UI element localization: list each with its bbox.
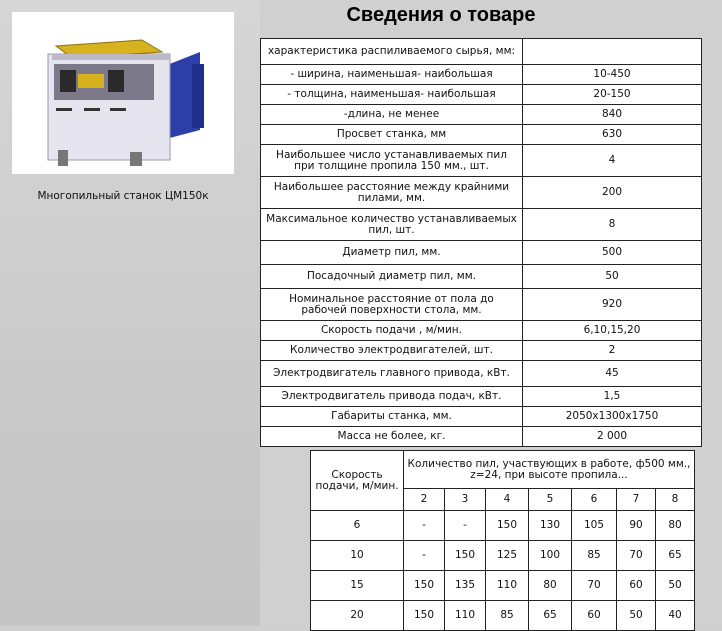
roller-left (60, 70, 76, 92)
speed-cell: - (404, 541, 445, 571)
speed-cell: 40 (656, 601, 695, 631)
spec-value: 10-450 (523, 65, 702, 85)
spec-row (261, 65, 702, 85)
speed-cell: 150 (445, 541, 486, 571)
spec-value: 4 (523, 145, 702, 177)
spec-value: 2 000 (523, 427, 702, 447)
speed-cell: 150 (404, 571, 445, 601)
saw-count-group-header: Количество пил, участвующих в работе, ф500 мм., z=24, при высоте пропила... (404, 451, 695, 489)
speed-cell: 130 (529, 511, 572, 541)
speed-header-row (311, 451, 695, 489)
spec-row (261, 241, 702, 265)
speed-cell: 50 (656, 571, 695, 601)
spec-label: Габариты станка, мм. (261, 407, 523, 427)
spec-label: характеристика распиливаемого сырья, мм: (261, 39, 523, 65)
saw-count-cell: 3 (445, 489, 486, 511)
speed-cell: - (445, 511, 486, 541)
speed-value: 20 (311, 601, 404, 631)
spec-value: 8 (523, 209, 702, 241)
speed-data-row (311, 571, 695, 601)
leg-right (130, 152, 142, 166)
speed-cell: 80 (529, 571, 572, 601)
saw-count-cell: 2 (404, 489, 445, 511)
speed-cell: 70 (617, 541, 656, 571)
spec-row (261, 39, 702, 65)
saw-count-cell: 5 (529, 489, 572, 511)
vent-2 (84, 108, 100, 111)
speed-cell: 85 (486, 601, 529, 631)
speed-value: 15 (311, 571, 404, 601)
spec-row (261, 265, 702, 289)
speed-cell: - (404, 511, 445, 541)
spec-label: Номинальное расстояние от пола до рабочей поверхности стола, мм. (261, 289, 523, 321)
spec-row (261, 209, 702, 241)
speed-table (310, 450, 695, 631)
page-title: Сведения о товаре (346, 4, 536, 26)
machine-blue-side (192, 64, 204, 128)
speed-data-row (311, 511, 695, 541)
spec-value: 2050х1300х1750 (523, 407, 702, 427)
spec-row (261, 387, 702, 407)
spec-row (261, 361, 702, 387)
spec-label: Масса не более, кг. (261, 427, 523, 447)
spec-value: 1,5 (523, 387, 702, 407)
spec-row (261, 289, 702, 321)
speed-cell: 150 (486, 511, 529, 541)
speed-cell: 80 (656, 511, 695, 541)
speed-cell: 65 (656, 541, 695, 571)
spec-label: Максимальное количество устанавливаемых пил, шт. (261, 209, 523, 241)
speed-value: 10 (311, 541, 404, 571)
spec-value: 630 (523, 125, 702, 145)
spec-label: Наибольшее число устанавливаемых пил при толщине пропила 150 мм., шт. (261, 145, 523, 177)
speed-cell: 90 (617, 511, 656, 541)
vent-3 (110, 108, 126, 111)
spec-label: - толщина, наименьшая- наибольшая (261, 85, 523, 105)
spec-label: Электродвигатель главного привода, кВт. (261, 361, 523, 387)
speed-cell: 100 (529, 541, 572, 571)
speed-cell: 70 (572, 571, 617, 601)
speed-data-row (311, 601, 695, 631)
speed-cell: 50 (617, 601, 656, 631)
speed-cell: 135 (445, 571, 486, 601)
spec-value: 20-150 (523, 85, 702, 105)
spec-row (261, 145, 702, 177)
speed-corner-header: Скорость подачи, м/мин. (311, 451, 404, 511)
spec-row (261, 407, 702, 427)
spec-label: Количество электродвигателей, шт. (261, 341, 523, 361)
spec-label: -длина, не менее (261, 105, 523, 125)
spec-row (261, 105, 702, 125)
spec-value: 840 (523, 105, 702, 125)
spec-row (261, 427, 702, 447)
spec-row (261, 177, 702, 209)
spec-value: 500 (523, 241, 702, 265)
saw-count-cell: 8 (656, 489, 695, 511)
leg-left (58, 150, 68, 166)
speed-cell: 105 (572, 511, 617, 541)
spec-label: Диаметр пил, мм. (261, 241, 523, 265)
spec-label: Просвет станка, мм (261, 125, 523, 145)
roller-right (108, 70, 124, 92)
spec-row (261, 85, 702, 105)
spec-label: Наибольшее расстояние между крайними пилами, мм. (261, 177, 523, 209)
saw-count-cell: 4 (486, 489, 529, 511)
spec-label: Посадочный диаметр пил, мм. (261, 265, 523, 289)
spec-row (261, 125, 702, 145)
spec-label: Скорость подачи , м/мин. (261, 321, 523, 341)
saw-count-cell: 7 (617, 489, 656, 511)
speed-cell: 60 (572, 601, 617, 631)
product-photo[interactable] (12, 12, 234, 174)
speed-cell: 65 (529, 601, 572, 631)
speed-cell: 150 (404, 601, 445, 631)
spec-value: 6,10,15,20 (523, 321, 702, 341)
saw-count-cell: 6 (572, 489, 617, 511)
speed-cell: 60 (617, 571, 656, 601)
speed-cell: 85 (572, 541, 617, 571)
spec-value (523, 39, 702, 65)
spec-value: 200 (523, 177, 702, 209)
spec-value: 45 (523, 361, 702, 387)
spec-label: Электродвигатель привода подач, кВт. (261, 387, 523, 407)
speed-cell: 125 (486, 541, 529, 571)
product-caption: Многопильный станок ЦМ150к (37, 190, 209, 202)
speed-data-row (311, 541, 695, 571)
machine-rail (52, 54, 170, 60)
speed-cell: 110 (486, 571, 529, 601)
speed-value: 6 (311, 511, 404, 541)
spec-table (260, 38, 702, 447)
spec-label: - ширина, наименьшая- наибольшая (261, 65, 523, 85)
mechanism-accent (78, 74, 104, 88)
speed-cell: 110 (445, 601, 486, 631)
spec-row (261, 321, 702, 341)
spec-row (261, 341, 702, 361)
spec-value: 50 (523, 265, 702, 289)
spec-value: 2 (523, 341, 702, 361)
machine-illustration (12, 12, 234, 174)
spec-value: 920 (523, 289, 702, 321)
vent-1 (56, 108, 72, 111)
